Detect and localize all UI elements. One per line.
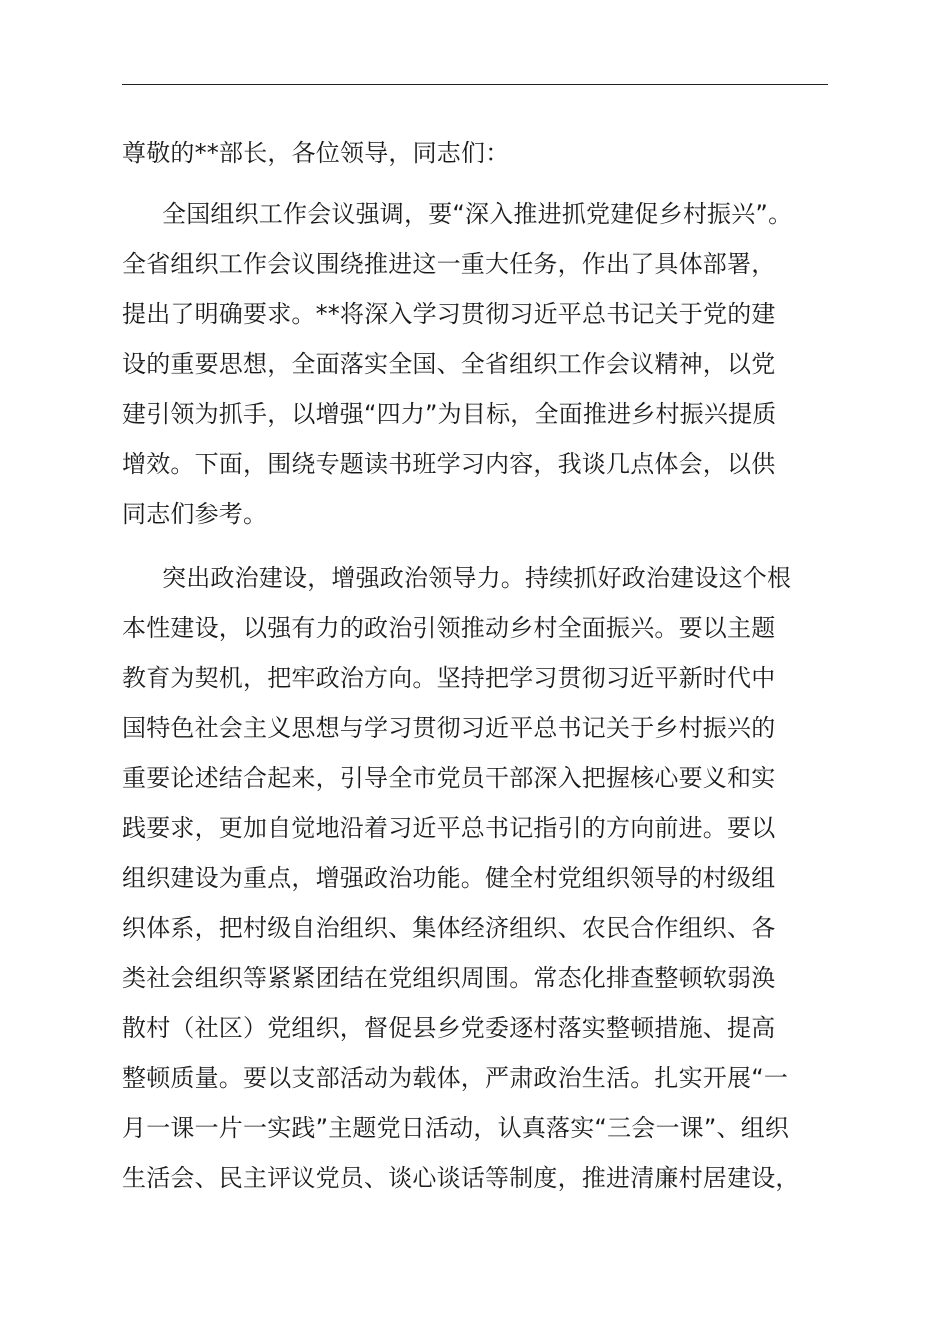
paragraph-line: 整顿质量。要以支部活动为载体，严肃政治生活。扎实开展“一 [122,1064,789,1092]
paragraph-line: 增效。下面，围绕专题读书班学习内容，我谈几点体会，以供 [122,450,776,478]
paragraph-line: 突出政治建设，增强政治领导力。持续抓好政治建设这个根 [162,564,792,592]
paragraph-line: 月一课一片一实践”主题党日活动，认真落实“三会一课”、组织 [122,1114,790,1142]
paragraph-line: 生活会、民主评议党员、谈心谈话等制度，推进清廉村居建设， [122,1164,800,1192]
paragraph-line: 国特色社会主义思想与学习贯彻习近平总书记关于乡村振兴的 [122,714,776,742]
header-rule [122,84,828,85]
paragraph-line: 全国组织工作会议强调，要“深入推进抓党建促乡村振兴”。 [162,200,793,228]
paragraph-line: 组织建设为重点，增强政治功能。健全村党组织领导的村级组 [122,864,776,892]
paragraph-line: 类社会组织等紧紧团结在党组织周围。常态化排查整顿软弱涣 [122,964,776,992]
paragraph-line: 全省组织工作会议围绕推进这一重大任务，作出了具体部署， [122,250,776,278]
paragraph-line: 践要求，更加自觉地沿着习近平总书记指引的方向前进。要以 [122,814,776,842]
paragraph-line: 散村（社区）党组织，督促县乡党委逐村落实整顿措施、提高 [122,1014,776,1042]
paragraph-line: 织体系，把村级自治组织、集体经济组织、农民合作组织、各 [122,914,776,942]
paragraph-line: 同志们参考。 [122,500,268,528]
salutation: 尊敬的**部长，各位领导，同志们： [122,139,510,167]
paragraph-line: 本性建设，以强有力的政治引领推动乡村全面振兴。要以主题 [122,614,776,642]
paragraph-line: 设的重要思想，全面落实全国、全省组织工作会议精神，以党 [122,350,776,378]
paragraph-line: 提出了明确要求。**将深入学习贯彻习近平总书记关于党的建 [122,300,776,328]
paragraph-line: 教育为契机，把牢政治方向。坚持把学习贯彻习近平新时代中 [122,664,776,692]
paragraph-line: 建引领为抓手，以增强“四力”为目标，全面推进乡村振兴提质 [122,400,777,428]
paragraph-line: 重要论述结合起来，引导全市党员干部深入把握核心要义和实 [122,764,776,792]
